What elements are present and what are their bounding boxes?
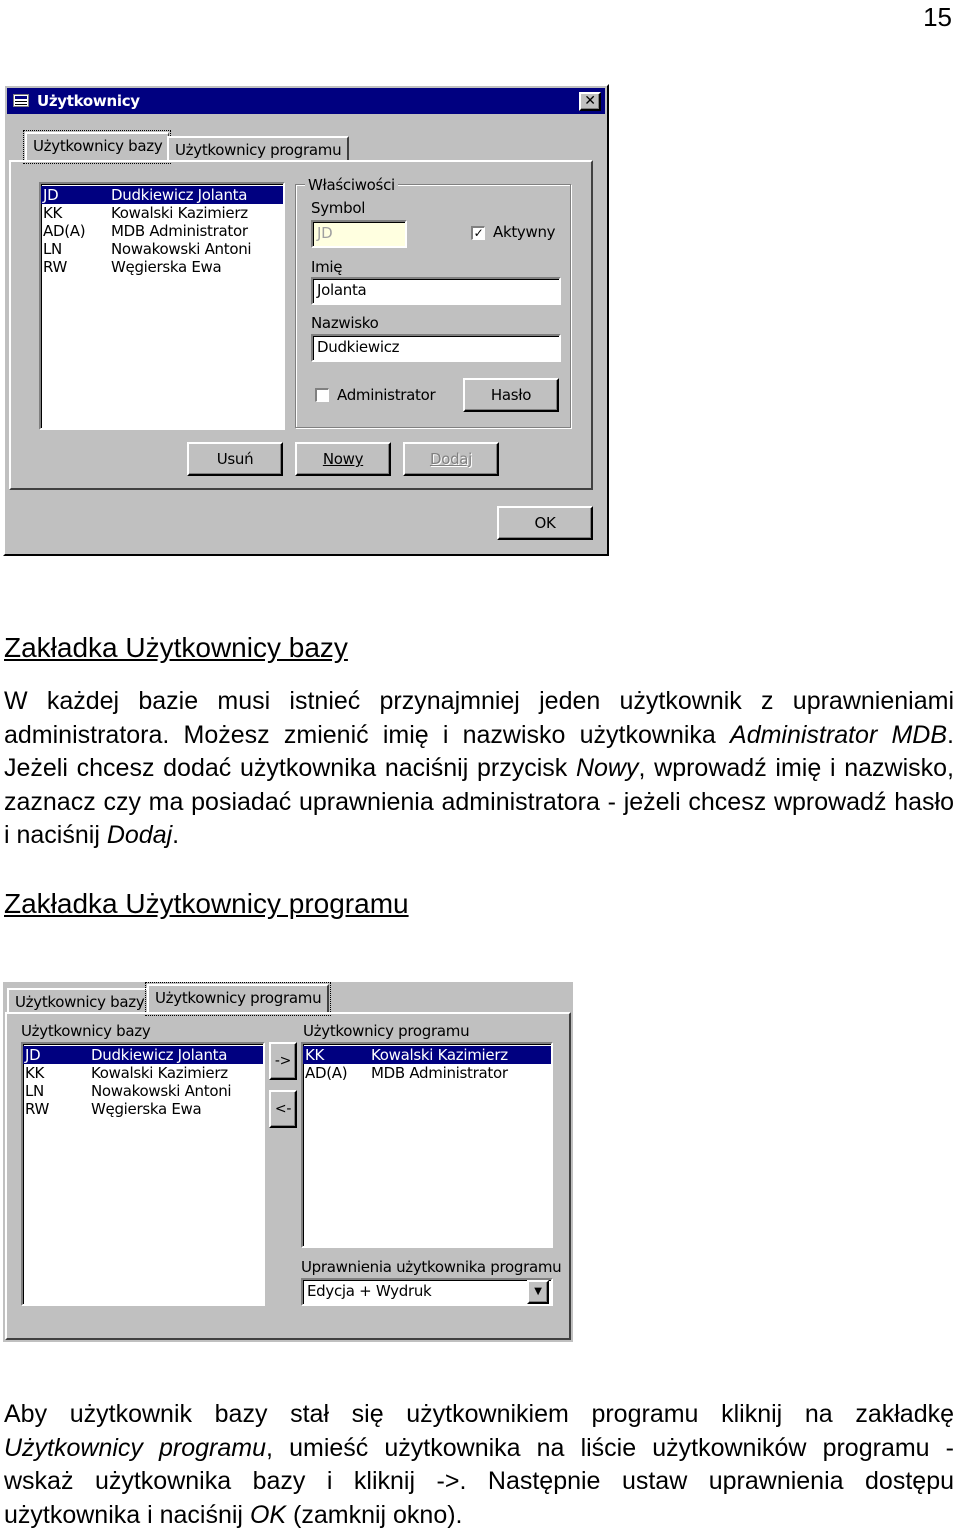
first-name-field[interactable] [311,277,561,305]
add-to-program-button[interactable]: -> [269,1042,297,1080]
ok-button[interactable]: OK [497,506,593,540]
active-checkbox[interactable]: ✓ [471,226,485,240]
properties-group-label: Właściwości [305,176,398,194]
last-name-value: Dudkiewicz [317,338,400,356]
tab-program-users[interactable]: Użytkownicy programu [147,984,329,1014]
tab-db-users[interactable]: Użytkownicy bazy [7,988,152,1014]
window-title: Użytkownicy [37,92,140,110]
section-heading-db-users: Zakładka Użytkownicy bazy [4,632,348,663]
list-item[interactable]: AD(A) MDB Administrator [43,222,248,240]
tab-program-users[interactable]: Użytkownicy programu [167,136,349,162]
users-dialog [3,84,609,556]
remove-from-program-button[interactable]: <- [269,1090,297,1128]
program-users-list[interactable] [301,1042,553,1248]
list-item[interactable]: KK Kowalski Kazimierz [43,204,248,222]
first-name-value: Jolanta [317,281,367,299]
tab-db-users[interactable]: Użytkownicy bazy [25,132,169,162]
dropdown-arrow-icon[interactable]: ▼ [527,1280,549,1304]
last-name-field[interactable] [311,334,561,362]
last-name-label: Nazwisko [311,314,379,332]
program-users-panel [3,982,573,1342]
delete-button[interactable]: Usuń [187,442,283,476]
new-button[interactable]: Nowy [295,442,391,476]
first-name-label: Imię [311,258,343,276]
add-button[interactable]: Dodaj [403,442,499,476]
list-item[interactable]: LN Nowakowski Antoni [43,240,252,258]
list-item[interactable]: JD Dudkiewicz Jolanta [41,186,283,204]
permissions-label: Uprawnienia użytkownika programu [301,1258,562,1276]
admin-label: Administrator [337,386,436,404]
list-item[interactable]: JD Dudkiewicz Jolanta [23,1046,263,1064]
window-icon [13,94,29,107]
program-users-label: Użytkownicy programu [303,1022,470,1040]
section-heading-program-users: Zakładka Użytkownicy programu [4,888,409,919]
db-users-label: Użytkownicy bazy [21,1022,151,1040]
permissions-value: Edycja + Wydruk [307,1282,432,1300]
db-users-list[interactable] [21,1042,265,1306]
list-item[interactable]: RW Węgierska Ewa [43,258,222,276]
password-button[interactable]: Hasło [463,378,559,412]
section-paragraph-program-users: Aby użytkownik bazy stał się użytkownikiem programu kliknij na zakładkę Użytkownicy programu, umieść użytkownika na liście użytkowników programu - wskaż użytkownika bazy i kliknij ->. Następnie ustaw uprawnienia dostępu użytkownika i naciśnij OK (zamknij okno). [4,1400,955,1529]
symbol-label: Symbol [311,199,366,217]
symbol-field[interactable] [311,220,407,248]
admin-checkbox[interactable] [315,388,329,402]
list-item[interactable]: LN Nowakowski Antoni [25,1082,232,1100]
title-bar[interactable] [7,88,605,114]
active-label: Aktywny [493,223,556,241]
list-item[interactable]: AD(A) MDB Administrator [305,1064,508,1082]
list-item[interactable]: KK Kowalski Kazimierz [25,1064,228,1082]
close-button[interactable]: ✕ [579,92,601,111]
list-item[interactable]: RW Węgierska Ewa [25,1100,202,1118]
user-list[interactable] [39,182,285,430]
symbol-value: JD [317,224,333,242]
section-paragraph-db-users: W każdej bazie musi istnieć przynajmniej jeden użytkownik z uprawnieniami administratora. Możesz zmienić imię i nazwisko użytkownika Administrator MDB. Jeżeli chcesz dodać użytkownika naciśnij przycisk Nowy, wprowadź imię i nazwisko, zaznacz czy ma posiadać uprawnienia administratora - jeżeli chcesz wprowadź hasło i naciśnij Dodaj. [4,687,955,849]
page-number: 15 [923,2,952,32]
permissions-select[interactable] [301,1278,553,1306]
list-item[interactable]: KK Kowalski Kazimierz [303,1046,551,1064]
